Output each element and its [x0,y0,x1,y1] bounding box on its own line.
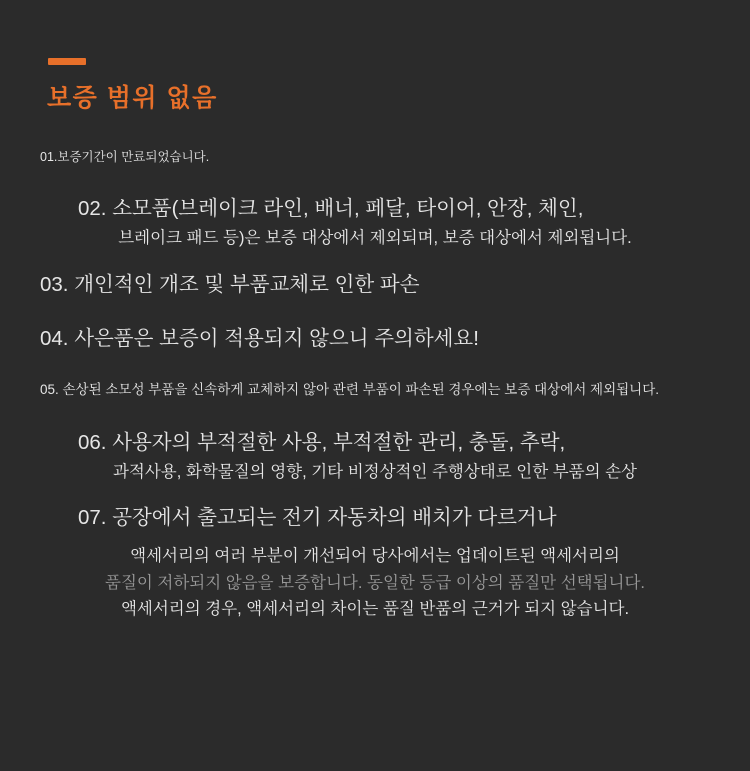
list-item-line: 브레이크 패드 등)은 보증 대상에서 제외되며, 보증 대상에서 제외됩니다. [118,228,632,247]
list-item-line: 05. 손상된 소모성 부품을 신속하게 교체하지 않아 관련 부품이 파손된 경우에는 보증 대상에서 제외됩니다. [40,382,659,398]
page-title: 보증 범위 없음 [47,84,218,112]
list-item [0,380,750,401]
list-item-line: 07. 공장에서 출고되는 전기 자동차의 배치가 다르거나 [78,505,557,529]
list-item-line: 과적사용, 화학물질의 영향, 기타 비정상적인 주행상태로 인한 부품의 손상 [112,463,637,482]
list-item [0,323,750,355]
list-item-line: 04. 사은품은 보증이 적용되지 않으니 주의하세요! [40,326,479,350]
list-item [0,427,750,485]
list-item-line: 01.보증기간이 만료되었습니다. [40,150,210,164]
list-item [0,502,750,623]
list-item-line: 액세서리의 여러 부분이 개선되어 당사에서는 업데이트된 액세서리의 [130,547,620,566]
list-item-line: 06. 사용자의 부적절한 사용, 부적절한 관리, 충돌, 추락, [78,431,566,455]
exclusions-list [0,148,750,632]
accent-bar [48,58,86,65]
list-item [0,148,750,167]
list-item [0,269,750,301]
list-item-line: 품질이 저하되지 않음을 보증합니다. 동일한 등급 이상의 품질만 선택됩니다. [105,573,645,592]
list-item-line: 03. 개인적인 개조 및 부품교체로 인한 파손 [40,272,420,296]
list-item-line: 02. 소모품(브레이크 라인, 배너, 페달, 타이어, 안장, 체인, [78,196,584,220]
list-item [0,193,750,251]
list-item-line: 액세서리의 경우, 액세서리의 차이는 품질 반품의 근거가 되지 않습니다. [120,600,630,619]
